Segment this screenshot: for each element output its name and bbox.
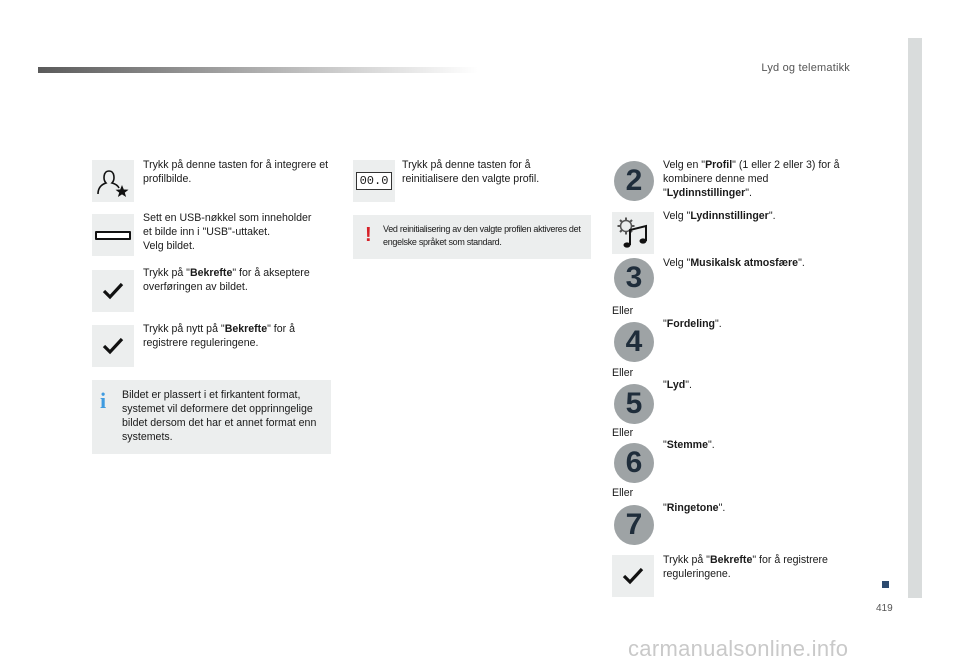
header-gradient-bar xyxy=(38,67,478,73)
warning-note-text: Ved reinitialisering av den valgte profilen aktiveres det engelske språket som standard. xyxy=(383,224,581,247)
step-distribution-text: "Fordeling". xyxy=(663,318,722,330)
reset-counter-icon: 00.0 xyxy=(353,160,395,202)
watermark: carmanualsonline.info xyxy=(628,636,849,661)
or-label: Eller xyxy=(612,305,634,317)
usb-icon xyxy=(92,214,134,256)
checkmark-icon xyxy=(612,555,654,597)
reset-instruction: Trykk på denne tasten for å reinitialisere den valgte profil. xyxy=(402,159,540,185)
profile-star-icon xyxy=(92,160,134,202)
gear-music-icon xyxy=(612,212,654,254)
step-ringtone-text: "Ringetone". xyxy=(663,502,726,514)
or-label: Eller xyxy=(612,487,634,499)
step-number-3: 3 xyxy=(614,258,654,298)
confirm-keyword: Bekrefte xyxy=(189,267,233,279)
step-number-4: 4 xyxy=(614,322,654,362)
or-label: Eller xyxy=(612,427,634,439)
info-note xyxy=(92,380,331,454)
info-note-text: Bildet er plassert i et firkantent format, systemet vil deformere det opprinngelige bildet dersom det har et annet format enn systemets. xyxy=(122,389,317,443)
step-number-7: 7 xyxy=(614,505,654,545)
page-number: 419 xyxy=(876,603,893,614)
usb-line-2: et bilde inn i "USB"-uttaket. xyxy=(143,226,271,238)
profile-image-instruction: Trykk på denne tasten for å integrere et profilbilde. xyxy=(143,159,329,185)
step-confirm-text: Trykk på "Bekrefte" for å registrere reguleringene. xyxy=(663,554,828,580)
step-number-6: 6 xyxy=(614,443,654,483)
warning-note xyxy=(353,215,591,259)
section-title: Lyd og telematikk xyxy=(761,62,850,74)
usb-line-3: Velg bildet. xyxy=(143,240,195,252)
step-number-5: 5 xyxy=(614,384,654,424)
page-edge-strip xyxy=(908,38,922,598)
step-sound-text: "Lyd". xyxy=(663,379,692,391)
step-sound-settings-text: Velg "Lydinnstillinger". xyxy=(663,210,776,222)
info-icon: i xyxy=(100,388,107,413)
confirm-keyword: Bekrefte xyxy=(224,323,268,335)
confirm-transfer-instruction: Trykk på "Bekrefte" for å akseptere overføringen av bildet. xyxy=(143,267,310,293)
usb-instruction xyxy=(143,211,333,253)
step-number-2: 2 xyxy=(614,161,654,201)
checkmark-icon xyxy=(92,270,134,312)
or-label: Eller xyxy=(612,367,634,379)
confirm-settings-instruction: Trykk på nytt på "Bekrefte" for å registrere reguleringene. xyxy=(143,323,295,349)
step-profile-text: Velg en "Profil" (1 eller 2 eller 3) for å kombinere denne med "Lydinnstillinger". xyxy=(663,159,840,199)
warning-icon: ! xyxy=(365,224,372,246)
usb-line-1: Sett en USB-nøkkel som inneholder xyxy=(143,212,312,224)
page-marker xyxy=(882,581,889,588)
step-voice-text: "Stemme". xyxy=(663,439,715,451)
checkmark-icon xyxy=(92,325,134,367)
step-music-atmosphere-text: Velg "Musikalsk atmosfære". xyxy=(663,257,805,269)
